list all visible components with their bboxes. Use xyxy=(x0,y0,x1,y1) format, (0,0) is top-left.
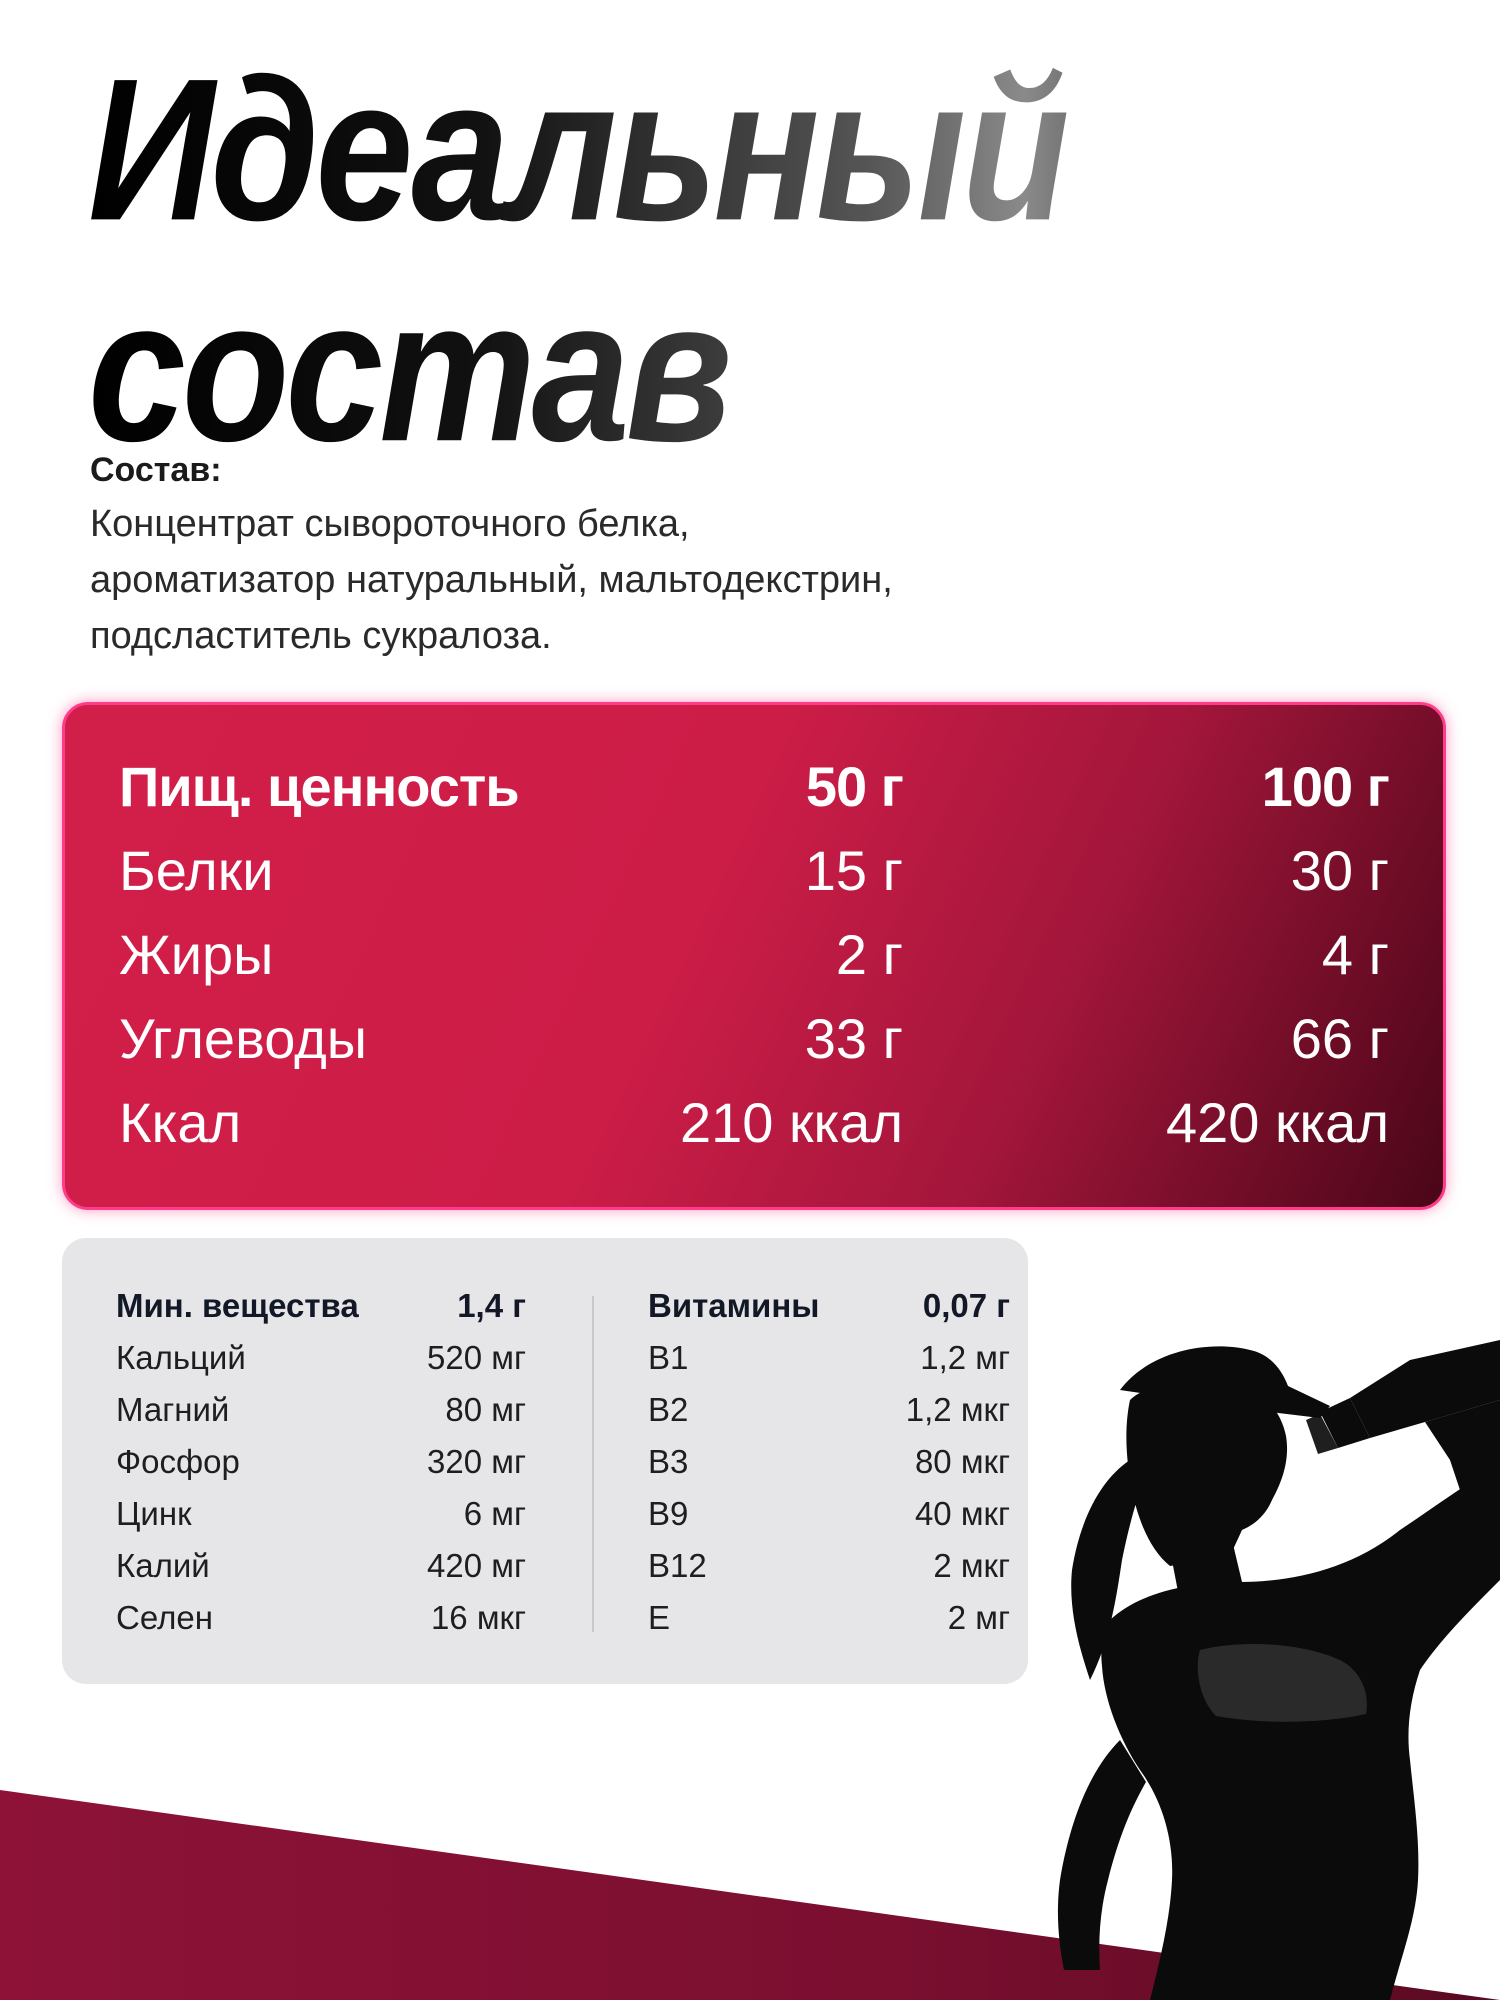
composition-block xyxy=(90,448,1190,664)
minerals-header-value: 1,4 г xyxy=(457,1287,526,1324)
nutrition-row-name: Белки xyxy=(119,839,274,902)
nutrition-row-protein xyxy=(65,829,1443,913)
nutrition-header-name: Пищ. ценность xyxy=(119,755,519,818)
headline-line-1: Идеальный xyxy=(88,37,1066,264)
mineral-value: 16 мкг xyxy=(430,1599,526,1636)
nutrition-row-carbs xyxy=(65,997,1443,1081)
mineral-name: Цинк xyxy=(116,1495,192,1532)
vitamin-row xyxy=(648,1384,1048,1436)
minerals-column xyxy=(116,1280,526,1644)
composition-line-3: подсластитель сукралоза. xyxy=(90,615,552,657)
column-divider xyxy=(592,1296,594,1632)
mineral-row xyxy=(116,1436,526,1488)
mineral-name: Селен xyxy=(116,1599,213,1636)
mineral-value: 320 мг xyxy=(427,1443,526,1480)
nutrition-row-50: 2 г xyxy=(835,923,903,986)
mineral-value: 420 мг xyxy=(427,1547,526,1584)
composition-line-1: Концентрат сывороточного белка, xyxy=(90,503,690,545)
vitamins-header-name: Витамины xyxy=(648,1287,820,1324)
nutrition-row-fat xyxy=(65,913,1443,997)
vitamins-header-value: 0,07 г xyxy=(922,1287,1010,1324)
vitamin-row xyxy=(648,1592,1048,1644)
composition-label: Состав: xyxy=(90,451,222,489)
nutrition-header-100: 100 г xyxy=(1261,755,1389,818)
vitamin-value: 40 мкг xyxy=(914,1495,1010,1532)
vitamin-value: 1,2 мг xyxy=(920,1339,1010,1376)
vitamin-name: B1 xyxy=(648,1339,689,1376)
vitamin-name: B12 xyxy=(648,1547,707,1584)
minerals-header xyxy=(116,1280,526,1332)
vitamin-row xyxy=(648,1488,1048,1540)
vitamin-value: 2 мг xyxy=(947,1599,1010,1636)
nutrition-header-50: 50 г xyxy=(805,755,903,818)
mineral-name: Фосфор xyxy=(116,1443,240,1480)
headline-line-2: состав xyxy=(88,258,728,484)
vitamins-column xyxy=(648,1280,1048,1644)
nutrition-header-row xyxy=(65,745,1443,829)
nutrition-row-100: 66 г xyxy=(1290,1007,1389,1070)
minerals-vitamins-panel xyxy=(62,1238,1028,1684)
nutrition-row-50: 15 г xyxy=(804,839,903,902)
nutrition-row-name: Углеводы xyxy=(119,1007,368,1070)
mineral-name: Магний xyxy=(116,1391,230,1428)
mineral-row xyxy=(116,1592,526,1644)
vitamin-name: B3 xyxy=(648,1443,689,1480)
nutrition-row-50: 33 г xyxy=(804,1007,903,1070)
mineral-value: 6 мг xyxy=(463,1495,526,1532)
vitamin-row xyxy=(648,1332,1048,1384)
vitamin-row xyxy=(648,1436,1048,1488)
mineral-row xyxy=(116,1540,526,1592)
vitamin-name: B9 xyxy=(648,1495,689,1532)
mineral-row xyxy=(116,1332,526,1384)
vitamin-row xyxy=(648,1540,1048,1592)
mineral-value: 80 мг xyxy=(445,1391,526,1428)
vitamins-header xyxy=(648,1280,1048,1332)
nutrition-row-name: Жиры xyxy=(119,923,274,986)
nutrition-row-100: 30 г xyxy=(1290,839,1389,902)
headline xyxy=(88,37,1388,484)
nutrition-row-name: Ккал xyxy=(119,1091,242,1154)
nutrition-row-50: 210 ккал xyxy=(679,1091,903,1154)
composition-line-2: ароматизатор натуральный, мальтодекстрин, xyxy=(90,559,893,601)
vitamin-value: 80 мкг xyxy=(914,1443,1010,1480)
nutrition-table xyxy=(62,702,1446,1210)
vitamin-value: 1,2 мкг xyxy=(905,1391,1010,1428)
composition-text xyxy=(90,496,1190,664)
nutrition-row-100: 420 ккал xyxy=(1165,1091,1389,1154)
nutrition-row-kcal xyxy=(65,1081,1443,1165)
mineral-name: Калий xyxy=(116,1547,210,1584)
mineral-row xyxy=(116,1384,526,1436)
vitamin-name: E xyxy=(648,1599,671,1636)
woman-drinking-silhouette-icon xyxy=(1020,1320,1500,2000)
mineral-value: 520 мг xyxy=(427,1339,526,1376)
vitamin-value: 2 мкг xyxy=(933,1547,1010,1584)
minerals-header-name: Мин. вещества xyxy=(116,1287,359,1324)
vitamin-name: B2 xyxy=(648,1391,689,1428)
nutrition-row-100: 4 г xyxy=(1321,923,1389,986)
mineral-name: Кальций xyxy=(116,1339,246,1376)
mineral-row xyxy=(116,1488,526,1540)
